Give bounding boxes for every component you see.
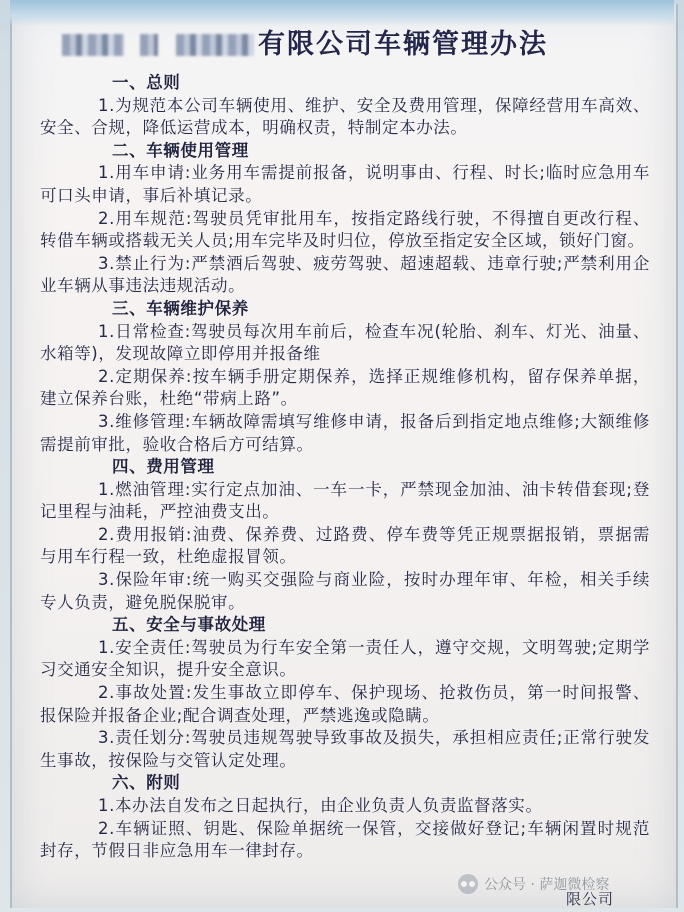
document-title: 有限公司车辆管理办法 — [258, 29, 548, 60]
section-paragraph: 1.用车申请:业务用车需提前报备，说明事由、行程、时长;临时应急用车可口头申请，事后补填记录。 — [40, 163, 650, 205]
section-heading: 一、总则 — [112, 73, 181, 92]
watermark-text: 公众号 · 萨迦微检察 — [484, 877, 610, 893]
redacted-name-block — [140, 34, 158, 56]
section-paragraph: 1.本办法自发布之日起执行，由企业负责人负责监督落实。 — [98, 796, 543, 815]
section-paragraph: 1.安全责任:驾驶员为行车安全第一责任人，遵守交规，文明驾驶;定期学习交通安全知识，提升安全意识。 — [40, 637, 650, 680]
section-paragraph: 3.维修管理:车辆故障需填写维修申请，报备后到指定地点维修;大额维修需提前审批，验收合格后方可结算。 — [40, 411, 650, 454]
section-heading: 四、费用管理 — [112, 457, 215, 477]
redacted-name-block — [62, 34, 124, 56]
section-paragraph: 1.日常检查:驾驶员每次用车前后，检查车况(轮胎、刹车、灯光、油量、水箱等)，发现故障立即停用并报备维 — [40, 321, 650, 364]
section-paragraph: 1.燃油管理:实行定点加油、一车一卡，严禁现金加油、油卡转借套现;登记里程与油耗，严控油费支出。 — [40, 479, 650, 522]
section-paragraph: 1.为规范本公司车辆使用、维护、安全及费用管理，保障经营用车高效、安全、合规，降低运营成本，明确权责，特制定本办法。 — [40, 95, 650, 138]
section-heading: 三、车辆维护保养 — [112, 298, 249, 318]
section-paragraph: 2.车辆证照、钥匙、保险单据统一保管，交接做好登记;车辆闲置时规范封存，节假日非应急用车一律封存。 — [40, 818, 650, 861]
section-paragraph: 2.费用报销:油费、保养费、过路费、停车费等凭正规票据报销，票据需与用车行程一致，杜绝虚报冒领。 — [40, 524, 650, 567]
section-paragraph: 3.责任划分:驾驶员违规驾驶导致事故及损失，承担相应责任;正常行驶发生事故，按保险与交管认定处理。 — [40, 728, 650, 770]
section-heading: 六、附则 — [112, 773, 181, 793]
section-paragraph: 3.禁止行为:严禁酒后驾驶、疲劳驾驶、超速超载、违章行驶;严禁利用企业车辆从事违法违规活动。 — [40, 253, 650, 296]
footer-fragment: 限公司 — [566, 890, 615, 908]
redacted-name-block — [176, 34, 254, 56]
wechat-icon — [458, 874, 478, 894]
section-paragraph: 2.事故处置:发生事故立即停车、保护现场、抢救伤员，第一时间报警、报保险并报备企业;配合调查处理，严禁逃逸或隐瞒。 — [40, 683, 650, 725]
section-paragraph: 2.用车规范:驾驶员凭审批用车，按指定路线行驶，不得擅自更改行程、转借车辆或搭载无关人员;用车完毕及时归位，停放至指定安全区域，锁好门窗。 — [40, 208, 650, 251]
document-body — [40, 72, 650, 863]
section-paragraph: 3.保险年审:统一购买交强险与商业险，按时办理年审、年检，相关手续专人负责，避免脱保脱审。 — [40, 570, 650, 612]
section-paragraph: 2.定期保养:按车辆手册定期保养，选择正规维修机构，留存保养单据，建立保养台账，杜绝“带病上路”。 — [40, 366, 650, 409]
section-heading: 二、车辆使用管理 — [112, 140, 249, 160]
section-heading: 五、安全与事故处理 — [112, 615, 266, 635]
